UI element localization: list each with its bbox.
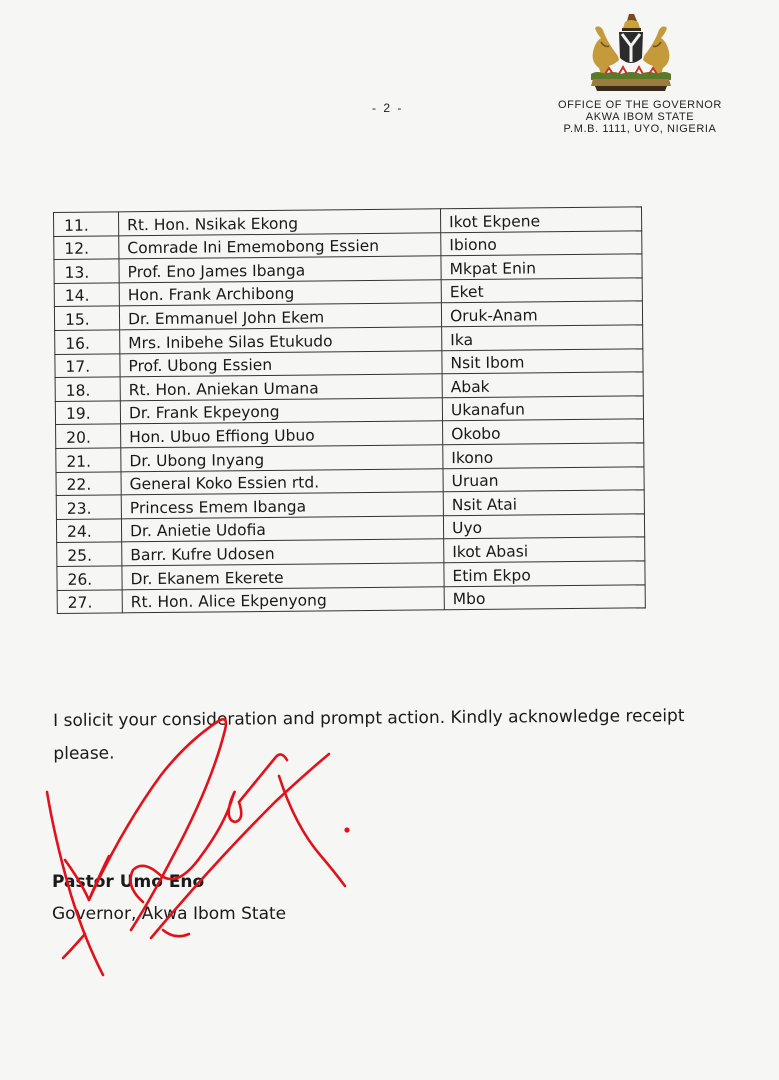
local-government-area: Ikot Abasi (444, 537, 645, 563)
local-government-area: Abak (442, 372, 643, 398)
row-number: 17. (55, 353, 120, 377)
row-number: 26. (57, 566, 122, 590)
row-number: 14. (54, 283, 119, 307)
row-number: 15. (54, 306, 119, 330)
office-line: OFFICE OF THE GOVERNOR (558, 99, 722, 111)
row-number: 25. (57, 542, 122, 566)
office-line: AKWA IBOM STATE (585, 111, 695, 123)
local-government-area: Mkpat Enin (441, 254, 642, 280)
appointee-name: Prof. Ubong Essien (120, 350, 442, 377)
appointee-name: Comrade Ini Ememobong Essien (119, 232, 441, 259)
office-address-block (530, 99, 750, 135)
appointee-name: Dr. Ubong Inyang (121, 445, 443, 472)
row-number: 11. (54, 212, 119, 236)
appointee-name: Mrs. Inibehe Silas Etukudo (120, 327, 442, 354)
row-number: 24. (56, 519, 121, 543)
appointee-name: Princess Emem Ibanga (121, 492, 443, 519)
appointee-name: General Koko Essien rtd. (121, 468, 443, 495)
closing-line: I solicit your consideration and prompt action. Kindly acknowledge receipt (53, 706, 685, 731)
local-government-area: Uruan (443, 466, 644, 492)
signatory-name: Pastor Umo Eno (52, 872, 205, 892)
row-number: 21. (56, 448, 121, 472)
row-number: 18. (55, 377, 120, 401)
appointee-name: Rt. Hon. Alice Ekpenyong (122, 586, 444, 613)
row-number: 20. (56, 424, 121, 448)
row-number: 23. (56, 495, 121, 519)
local-government-area: Mbo (444, 584, 645, 610)
row-number: 22. (56, 471, 121, 495)
local-government-area: Etim Ekpo (444, 561, 645, 587)
appointee-name: Dr. Frank Ekpeyong (120, 398, 442, 425)
table-row (57, 584, 645, 613)
appointees-table (53, 206, 646, 614)
local-government-area: Okobo (443, 419, 644, 445)
handwritten-signature (25, 690, 365, 990)
row-number: 13. (54, 259, 119, 283)
row-number: 12. (54, 235, 119, 259)
local-government-area: Ikot Ekpene (440, 207, 641, 233)
row-number: 19. (55, 401, 120, 425)
local-government-area: Nsit Ibom (442, 348, 643, 374)
row-number: 27. (57, 589, 122, 613)
appointee-name: Hon. Ubuo Effiong Ubuo (121, 421, 443, 448)
local-government-area: Ukanafun (442, 396, 643, 422)
local-government-area: Ika (442, 325, 643, 351)
local-government-area: Ikono (443, 443, 644, 469)
appointee-name: Hon. Frank Archibong (119, 280, 441, 307)
local-government-area: Nsit Atai (443, 490, 644, 516)
local-government-area: Oruk-Anam (441, 301, 642, 327)
closing-line: please. (53, 743, 115, 764)
local-government-area: Uyo (443, 514, 644, 540)
appointee-name: Dr. Emmanuel John Ekem (119, 303, 441, 330)
page-number: - 2 - (372, 101, 404, 115)
office-line: P.M.B. 1111, UYO, NIGERIA (563, 123, 717, 135)
appointee-name: Prof. Eno James Ibanga (119, 256, 441, 283)
appointee-name: Barr. Kufre Udosen (122, 539, 444, 566)
appointee-name: Dr. Ekanem Ekerete (122, 563, 444, 590)
nigerian-coat-of-arms-icon (585, 12, 677, 94)
signatory-title: Governor, Akwa Ibom State (52, 904, 287, 924)
appointee-name: Rt. Hon. Nsikak Ekong (119, 209, 441, 236)
appointee-name: Dr. Anietie Udofia (121, 515, 443, 542)
appointee-name: Rt. Hon. Aniekan Umana (120, 374, 442, 401)
local-government-area: Ibiono (441, 230, 642, 256)
row-number: 16. (55, 330, 120, 354)
local-government-area: Eket (441, 278, 642, 304)
